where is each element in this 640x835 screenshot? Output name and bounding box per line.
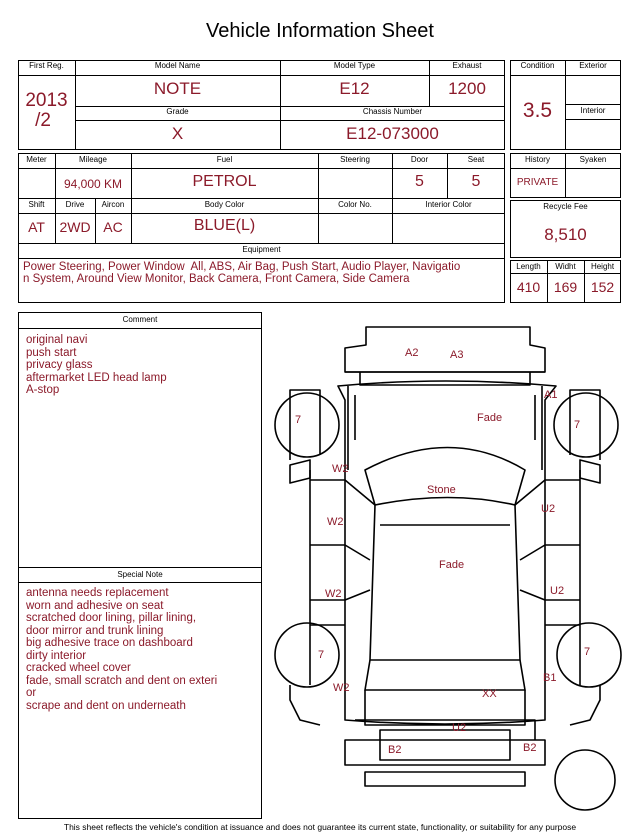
body-outline bbox=[338, 381, 556, 724]
history-value: PRIVATE bbox=[516, 177, 559, 188]
comment-line: A-stop bbox=[26, 384, 60, 396]
special-note-line: or bbox=[26, 687, 37, 699]
damage-mark-w2: W2 bbox=[327, 516, 344, 528]
exterior-label: Exterior bbox=[579, 61, 607, 70]
special-note-line: worn and adhesive on seat bbox=[26, 599, 164, 612]
door-label: Door bbox=[410, 155, 429, 164]
interior-color-label: Interior Color bbox=[425, 200, 472, 209]
width-value: 169 bbox=[553, 279, 578, 295]
spare-tire bbox=[555, 750, 615, 810]
damage-mark-w2: W2 bbox=[332, 463, 349, 475]
damage-mark-u2: U2 bbox=[541, 503, 556, 515]
damage-mark-tire-fl: 7 bbox=[295, 414, 302, 426]
mileage-value: 94,000 KM bbox=[63, 177, 123, 191]
comment-line: push start bbox=[26, 346, 77, 359]
damage-mark-fade-roof: Fade bbox=[439, 559, 465, 571]
height-value: 152 bbox=[590, 279, 615, 295]
seat-label: Seat bbox=[467, 155, 485, 164]
disclaimer-footer: This sheet reflects the vehicle's condition at issuance and does not guarantee its current state, functionality, or suitability for any purpose bbox=[63, 822, 577, 832]
comment-line: aftermarket LED head lamp bbox=[26, 371, 167, 384]
meter-label: Meter bbox=[26, 155, 47, 164]
damage-mark-a3: A3 bbox=[450, 349, 464, 361]
equipment-line-1: Power Steering, Power Window All, ABS, Air Bag, Push Start, Audio Player, Navigatio bbox=[23, 261, 461, 273]
recycle-fee-label: Recycle Fee bbox=[543, 202, 588, 211]
comment-label: Comment bbox=[122, 315, 158, 324]
syaken-label: Syaken bbox=[579, 155, 607, 164]
damage-mark-w2: W2 bbox=[325, 588, 342, 600]
width-label: Widht bbox=[555, 262, 576, 271]
body-color-label: Body Color bbox=[204, 200, 245, 209]
special-note-label: Special Note bbox=[117, 570, 163, 579]
page-title: Vehicle Information Sheet bbox=[206, 20, 434, 42]
damage-mark-b2: B2 bbox=[388, 744, 402, 756]
seat-value: 5 bbox=[471, 173, 481, 190]
aircon-label: Aircon bbox=[101, 200, 125, 209]
windshield-outline bbox=[365, 448, 525, 506]
damage-mark-a2: A2 bbox=[405, 347, 419, 359]
damage-mark-fade-hood: Fade bbox=[477, 412, 503, 424]
first-reg-label: First Reg. bbox=[29, 61, 64, 70]
special-note-line: scrape and dent on underneath bbox=[26, 699, 186, 712]
comment-line: original navi bbox=[26, 334, 88, 346]
grade-label: Grade bbox=[166, 107, 189, 116]
drive-label: Drive bbox=[65, 200, 85, 209]
steering-label: Steering bbox=[340, 155, 370, 164]
rear-bumper-outline bbox=[345, 720, 545, 765]
color-no-label: Color No. bbox=[338, 200, 372, 209]
special-note-line: scratched door lining, pillar lining, bbox=[26, 612, 197, 624]
length-label: Length bbox=[516, 262, 541, 271]
equipment-label: Equipment bbox=[242, 245, 281, 254]
special-note-line: dirty interior bbox=[26, 649, 87, 662]
height-label: Height bbox=[590, 262, 615, 271]
drive-value: 2WD bbox=[59, 219, 91, 235]
length-value: 410 bbox=[516, 279, 541, 295]
exhaust-label: Exhaust bbox=[452, 61, 482, 70]
fuel-value: PETROL bbox=[192, 173, 257, 190]
tire-rear-left bbox=[275, 623, 339, 687]
first-reg-month: /2 bbox=[35, 110, 51, 131]
recycle-fee-value: 8,510 bbox=[544, 225, 587, 244]
door-value: 5 bbox=[415, 173, 424, 190]
damage-mark-stone: Stone bbox=[427, 484, 456, 496]
damage-mark-tire-rr: 7 bbox=[584, 646, 591, 658]
damage-mark-a1: A1 bbox=[544, 389, 558, 401]
special-note-line: door mirror and trunk lining bbox=[26, 624, 164, 637]
damage-mark-tire-fr: 7 bbox=[574, 419, 581, 431]
condition-value: 3.5 bbox=[522, 99, 553, 122]
body-color-value: BLUE(L) bbox=[193, 217, 256, 234]
special-note-line: antenna needs replacement bbox=[26, 587, 169, 599]
chassis-number-label: Chassis Number bbox=[362, 107, 423, 116]
comment-line: privacy glass bbox=[26, 359, 93, 371]
grade-value: X bbox=[171, 124, 184, 143]
front-bumper-outline bbox=[345, 327, 545, 372]
model-type-label: Model Type bbox=[333, 61, 376, 70]
first-reg-year: 2013 bbox=[25, 90, 68, 111]
equipment-line-2: n System, Around View Monitor, Back Camera, Front Camera, Side Camera bbox=[23, 273, 410, 285]
roof-outline bbox=[370, 505, 520, 660]
model-name-label: Model Name bbox=[154, 61, 201, 70]
condition-label: Condition bbox=[520, 61, 555, 70]
damage-mark-u2: U2 bbox=[550, 585, 565, 597]
special-note-line: cracked wheel cover bbox=[26, 662, 131, 674]
damage-mark-u2: U2 bbox=[452, 722, 467, 734]
damage-mark-w2: W2 bbox=[333, 682, 350, 694]
exhaust-value: 1200 bbox=[448, 79, 486, 98]
special-note-line: big adhesive trace on dashboard bbox=[26, 637, 193, 649]
damage-mark-b1: B1 bbox=[543, 672, 557, 684]
damage-mark-xx: XX bbox=[482, 688, 497, 700]
aircon-value: AC bbox=[103, 219, 123, 235]
mileage-label: Mileage bbox=[78, 155, 107, 164]
tire-front-left bbox=[275, 393, 339, 457]
shift-value: AT bbox=[28, 219, 45, 235]
history-label: History bbox=[525, 155, 550, 164]
shift-label: Shift bbox=[28, 200, 45, 209]
fuel-label: Fuel bbox=[216, 155, 233, 164]
interior-label: Interior bbox=[580, 106, 606, 115]
chassis-number-value: E12-073000 bbox=[346, 124, 439, 143]
tire-front-right bbox=[554, 393, 618, 457]
damage-mark-b2: B2 bbox=[523, 742, 537, 754]
damage-mark-tire-rl: 7 bbox=[318, 649, 325, 661]
model-type-value: E12 bbox=[339, 79, 370, 98]
model-name-value: NOTE bbox=[153, 79, 202, 98]
special-note-line: fade, small scratch and dent on exteri bbox=[26, 674, 218, 687]
